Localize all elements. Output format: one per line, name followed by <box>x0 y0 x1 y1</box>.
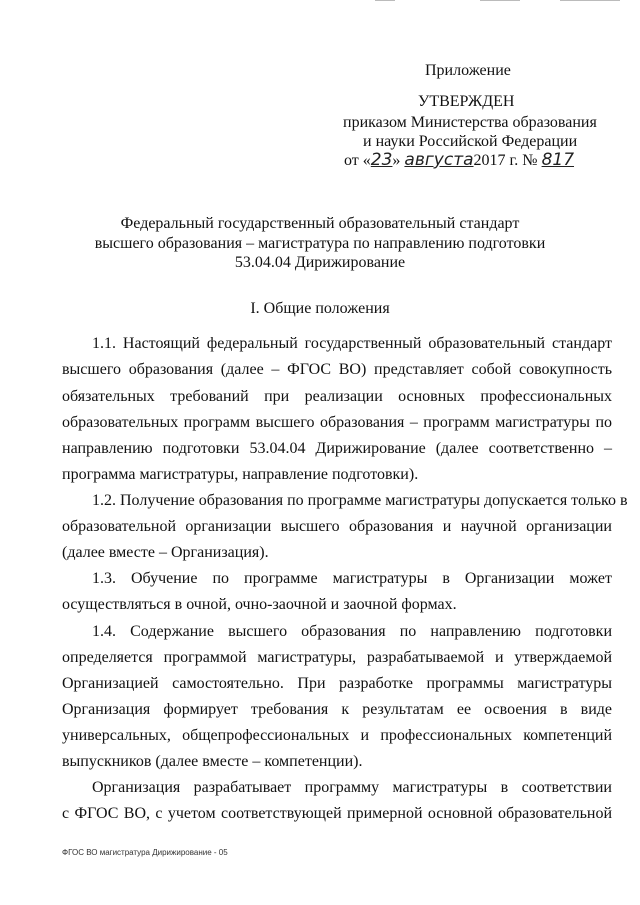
body-line: направлению подготовки 53.04.04 Дирижирование (далее соответственно – <box>62 440 612 457</box>
body-line: 1.1. Настоящий федеральный государственный образовательный стандарт <box>92 335 612 352</box>
title-line-3: 53.04.04 Дирижирование <box>234 254 406 271</box>
body-line: обязательных требований при реализации основных профессиональных <box>62 388 612 405</box>
body-line: 1.4. Содержание высшего образования по направлению подготовки <box>92 623 612 640</box>
order-date-line <box>344 150 574 170</box>
handwritten-month: августа <box>404 150 474 170</box>
body-line: 1.3. Обучение по программе магистратуры в Организации может <box>92 570 612 587</box>
body-line: определяется программой магистратуры, разрабатываемой и утверждаемой <box>62 649 612 666</box>
body-line: с ФГОС ВО, с учетом соответствующей примерной основной образовательной <box>62 805 612 822</box>
title-line-2: высшего образования – магистратура по направлению подготовки <box>94 235 546 252</box>
section-heading: I. Общие положения <box>250 300 390 317</box>
body-line: образовательных программ высшего образования – программ магистратуры по <box>62 414 612 431</box>
body-line: программа магистратуры, направление подготовки). <box>62 466 419 483</box>
footer-note: ФГОС ВО магистратура Дирижирование - 05 <box>62 848 228 857</box>
handwritten-day: 23 <box>370 150 393 170</box>
body-line: Организация разрабатывает программу магистратуры в соответствии <box>92 779 612 796</box>
title-line-1: Федеральный государственный образовательный стандарт <box>120 215 520 232</box>
body-line: выпускников (далее вместе – компетенции). <box>62 753 363 770</box>
approved-label: УТВЕРЖДЕН <box>418 93 515 110</box>
order-line-1: приказом Министерства образования <box>343 114 597 131</box>
body-line: (далее вместе – Организация). <box>62 544 269 561</box>
body-line: Организацией самостоятельно. При разработке программы магистратуры <box>62 675 612 692</box>
year-number-label: 2017 г. № <box>473 152 538 169</box>
appendix-label: Приложение <box>425 62 511 79</box>
body-line: образовательной организации высшего образования и научной организации <box>62 518 612 535</box>
body-line: Организация формирует требования к результатам ее освоения в виде <box>62 701 612 718</box>
scan-top-edge <box>0 0 640 2</box>
body-line: 1.2. Получение образования по программе магистратуры допускается только в <box>92 492 628 509</box>
body-line: высшего образования (далее – ФГОС ВО) представляет собой совокупность <box>62 361 612 378</box>
order-line-2: и науки Российской Федерации <box>363 133 578 150</box>
quote-close: » <box>392 152 401 169</box>
from-prefix: от « <box>344 152 371 169</box>
handwritten-order-number: 817 <box>541 150 575 170</box>
body-line: универсальных, общепрофессиональных и профессиональных компетенций <box>62 727 612 744</box>
body-line: осуществляться в очной, очно-заочной и заочной формах. <box>62 596 457 613</box>
